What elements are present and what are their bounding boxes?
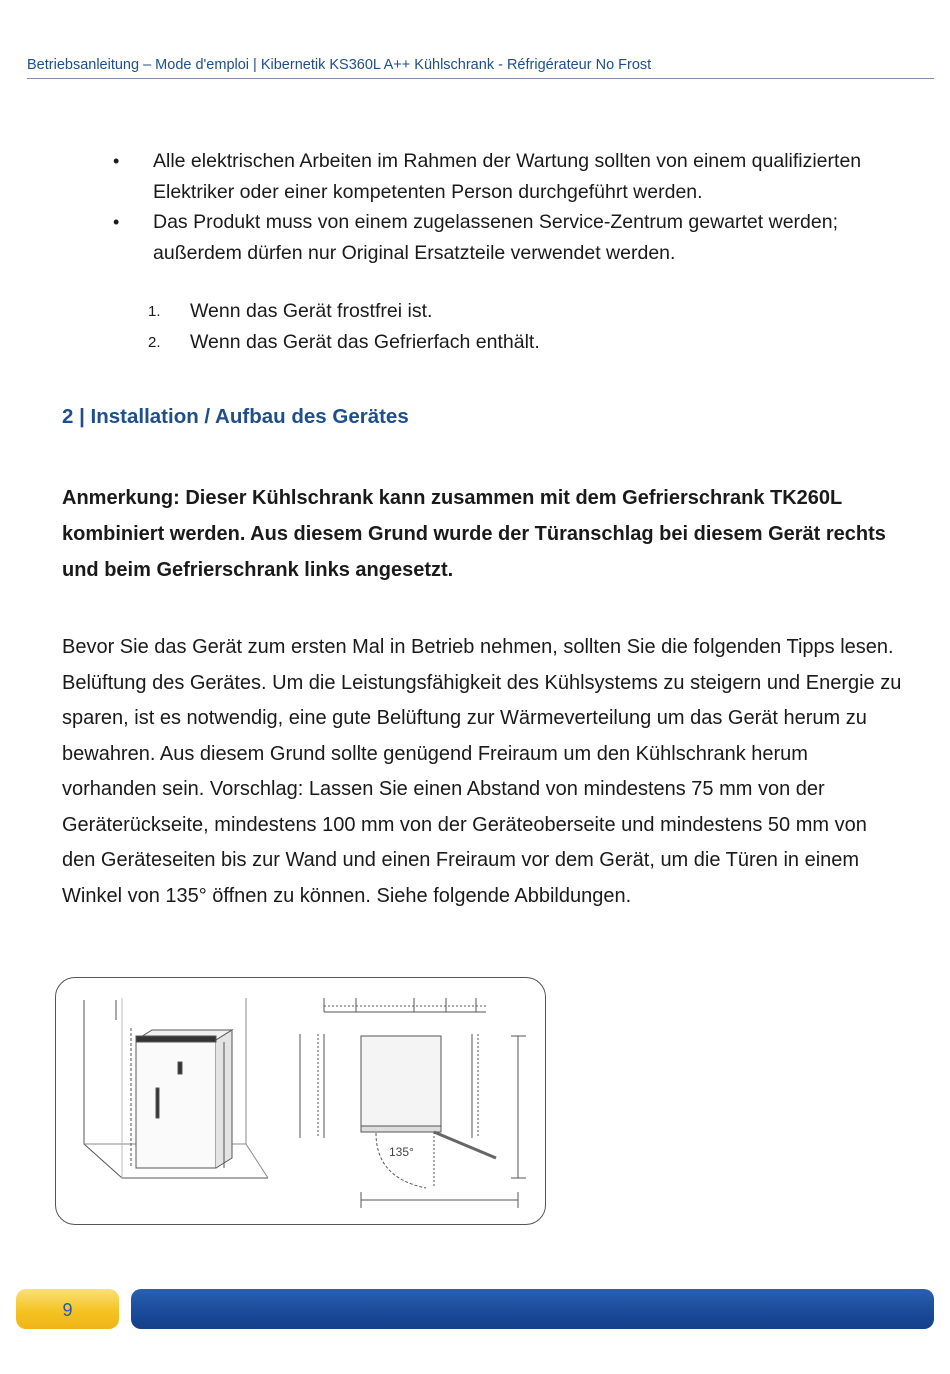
item-number: 1. — [148, 303, 161, 320]
note-paragraph: Anmerkung: Dieser Kühlschrank kann zusammen mit dem Gefrierschrank TK260L kombiniert werden. Aus diesem Grund wurde der Türanschlag bei diesem Gerät rechts und beim Gefrierschrank links angesetzt. — [62, 487, 886, 581]
clearance-diagram — [56, 978, 545, 1224]
body-paragraph: Bevor Sie das Gerät zum ersten Mal in Betrieb nehmen, sollten Sie die folgenden Tipps lesen. Belüftung des Gerätes. Um die Leistungsfähigkeit des Kühlsystems zu steigern und Energie zu sparen, ist es notwendig, eine gute Belüftung zur Wärmeverteilung um das Gerät herum zu bewahren. Aus diesem Grund sollte genügend Freiraum um den Kühlschrank herum vorhanden sein. Vorschlag: Lassen Sie einen Abstand von mindestens 75 mm von der Geräterückseite, mindestens 100 mm von der Geräteoberseite und mindestens 50 mm von den Geräteseiten bis zur Wand und einen Freiraum vor dem Gerät, um die Türen in einem Winkel von 135° öffnen zu können. Siehe folgende Abbildungen. — [62, 636, 902, 907]
bullet-list — [110, 146, 870, 268]
bullet-item — [110, 146, 870, 207]
bullet-icon: • — [113, 212, 120, 232]
footer-bar — [131, 1289, 934, 1329]
item-number: 2. — [148, 333, 161, 351]
bullet-text: Das Produkt muss von einem zugelassenen Service-Zentrum gewartet werden; außerdem dürfen nur Original Ersatzteile verwendet werden. — [153, 211, 838, 264]
numbered-list — [148, 296, 540, 357]
item-text: Wenn das Gerät frostfrei ist. — [190, 300, 433, 322]
numbered-item — [148, 327, 540, 358]
header-divider — [27, 78, 934, 79]
bullet-item — [110, 207, 870, 268]
bullet-text: Alle elektrischen Arbeiten im Rahmen der Wartung sollten von einem qualifizierten Elektriker oder einer kompetenten Person durchgeführt werden. — [153, 150, 862, 203]
angle-label: 135° — [389, 1145, 414, 1159]
document-header: Betriebsanleitung – Mode d'emploi | Kibernetik KS360L A++ Kühlschrank - Réfrigérateur No Frost — [27, 57, 652, 73]
page-number-badge: 9 — [16, 1289, 119, 1329]
numbered-item — [148, 296, 540, 327]
installation-figure — [55, 977, 546, 1225]
section-title: 2 | Installation / Aufbau des Gerätes — [62, 405, 409, 428]
bullet-icon: • — [113, 151, 120, 171]
item-text: Wenn das Gerät das Gefrierfach enthält. — [190, 330, 540, 353]
